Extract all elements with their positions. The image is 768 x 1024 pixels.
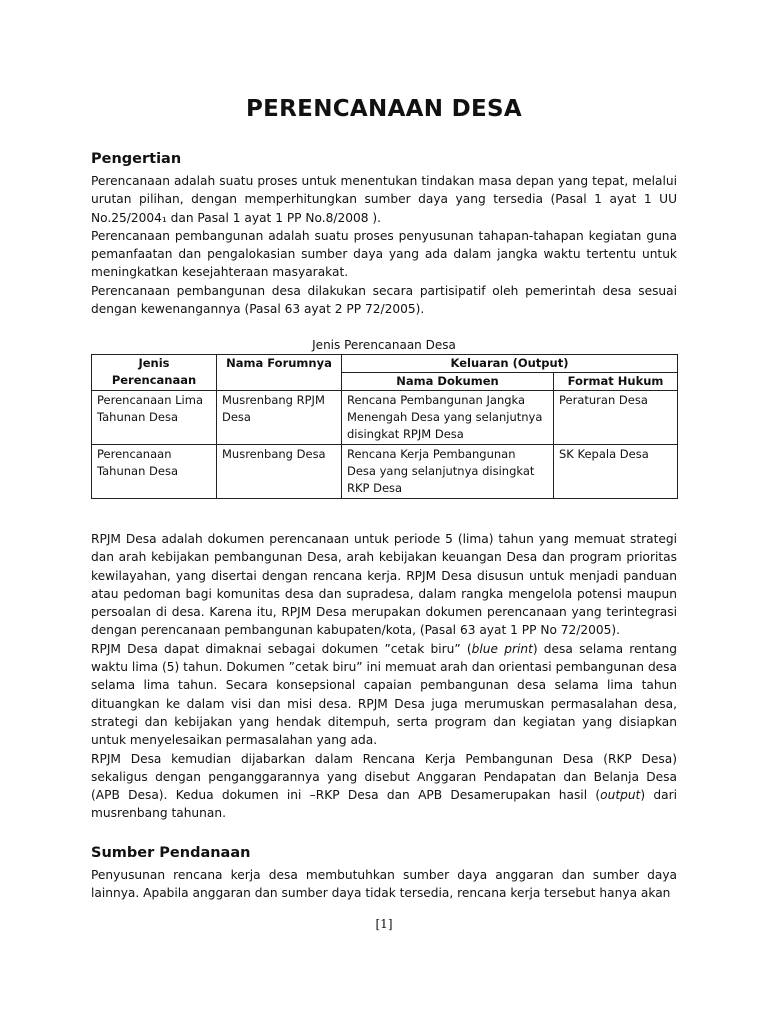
table-cell: Peraturan Desa xyxy=(554,391,678,445)
table-row xyxy=(92,391,678,445)
paragraph: Penyusunan rencana kerja desa membutuhkan sumber daya anggaran dan sumber daya lainnya. Apabila anggaran dan sumber daya tidak tersedia, rencana kerja tersebut hanya akan xyxy=(91,868,677,901)
paragraph: Perencanaan pembangunan desa dilakukan secara partisipatif oleh pemerintah desa sesuai dengan kewenangannya (Pasal 63 ayat 2 PP 72/2005). xyxy=(91,283,677,317)
rpjm-body xyxy=(91,530,677,823)
table-cell: Perencanaan Lima Tahunan Desa xyxy=(92,391,217,445)
header-nama-forum: Nama Forumnya xyxy=(217,355,342,391)
text-run: RPJM Desa dapat dimaknai sebagai dokumen ”cetak biru” ( xyxy=(91,641,472,656)
header-nama-dokumen: Nama Dokumen xyxy=(342,373,554,391)
table-cell: Rencana Kerja Pembangunan Desa yang selanjutnya disingkat RKP Desa xyxy=(342,445,554,499)
heading-pengertian: Pengertian xyxy=(91,151,182,167)
italic-term: blue print xyxy=(471,641,533,656)
paragraph: RPJM Desa adalah dokumen perencanaan untuk periode 5 (lima) tahun yang memuat strategi dan arah kebijakan pembangunan Desa, arah kebijakan keuangan Desa dan program prioritas kewilayahan, yang disertai dengan rencana kerja. RPJM Desa disusun untuk menjadi panduan atau pedoman bagi komunitas desa dan supradesa, dalam rangka mengelola potensi maupun persoalan di desa. Karena itu, RPJM Desa merupakan dokumen perencanaan yang terintegrasi dengan perencanaan pembangunan kabupaten/kota, (Pasal 63 ayat 1 PP No 72/2005). xyxy=(91,532,677,638)
text-run: RPJM Desa kemudian dijabarkan dalam Rencana Kerja Pembangunan Desa (RKP Desa) sekaligus dengan penganggarannya yang disebut Anggaran Pendapatan dan Belanja Desa (APB Desa). Kedua dokumen ini –RKP Desa dan APB Desamerupakan hasil ( xyxy=(91,751,677,803)
table-cell: Musrenbang Desa xyxy=(217,445,342,499)
text-run: ) desa selama rentang waktu lima (5) tahun. Dokumen ”cetak biru” ini memuat arah dan orientasi pembangunan desa selama lima tahun. Secara konsepsional capaian pembangunan desa selama lima tahun dituangkan ke dalam visi dan misi desa. RPJM Desa juga merumuskan permasalahan desa, strategi dan kebijakan yang hendak ditempuh, serta program dan kegiatan yang disiapkan untuk menyelesaikan permasalahan yang ada. xyxy=(91,641,677,748)
italic-term: output xyxy=(600,788,641,803)
table-row xyxy=(92,445,678,499)
table-cell: Musrenbang RPJM Desa xyxy=(217,391,342,445)
table-cell: SK Kepala Desa xyxy=(554,445,678,499)
jenis-perencanaan-table xyxy=(91,354,678,499)
sumber-body xyxy=(91,866,677,903)
text-run: ) dari musrenbang tahunan. xyxy=(91,788,677,821)
table-cell: Perencanaan Tahunan Desa xyxy=(92,445,217,499)
table-header-row xyxy=(92,355,678,373)
header-jenis: Jenis Perencanaan xyxy=(92,355,217,391)
table-cell: Rencana Pembangunan Jangka Menengah Desa yang selanjutnya disingkat RPJM Desa xyxy=(342,391,554,445)
page-title: PERENCANAAN DESA xyxy=(246,96,522,122)
paragraph xyxy=(91,640,677,750)
pengertian-body xyxy=(91,172,677,318)
paragraph xyxy=(91,750,677,823)
header-format-hukum: Format Hukum xyxy=(554,373,678,391)
paragraph: Perencanaan adalah suatu proses untuk menentukan tindakan masa depan yang tepat, melalui urutan pilihan, dengan memperhitungkan sumber daya yang tersedia (Pasal 1 ayat 1 UU No.25/2004₁ dan Pasal 1 ayat 1 PP No.8/2008 ). xyxy=(91,174,677,225)
paragraph: Perencanaan pembangunan adalah suatu proses penyusunan tahapan-tahapan kegiatan guna pemanfaatan dan pengalokasian sumber daya yang ada dalam jangka waktu tertentu untuk meningkatkan kesejahteraan masyarakat. xyxy=(91,228,677,280)
heading-sumber-pendanaan: Sumber Pendanaan xyxy=(91,845,251,861)
table-caption: Jenis Perencanaan Desa xyxy=(312,338,456,352)
page-number: [1] xyxy=(375,917,393,931)
header-keluaran: Keluaran (Output) xyxy=(342,355,678,373)
